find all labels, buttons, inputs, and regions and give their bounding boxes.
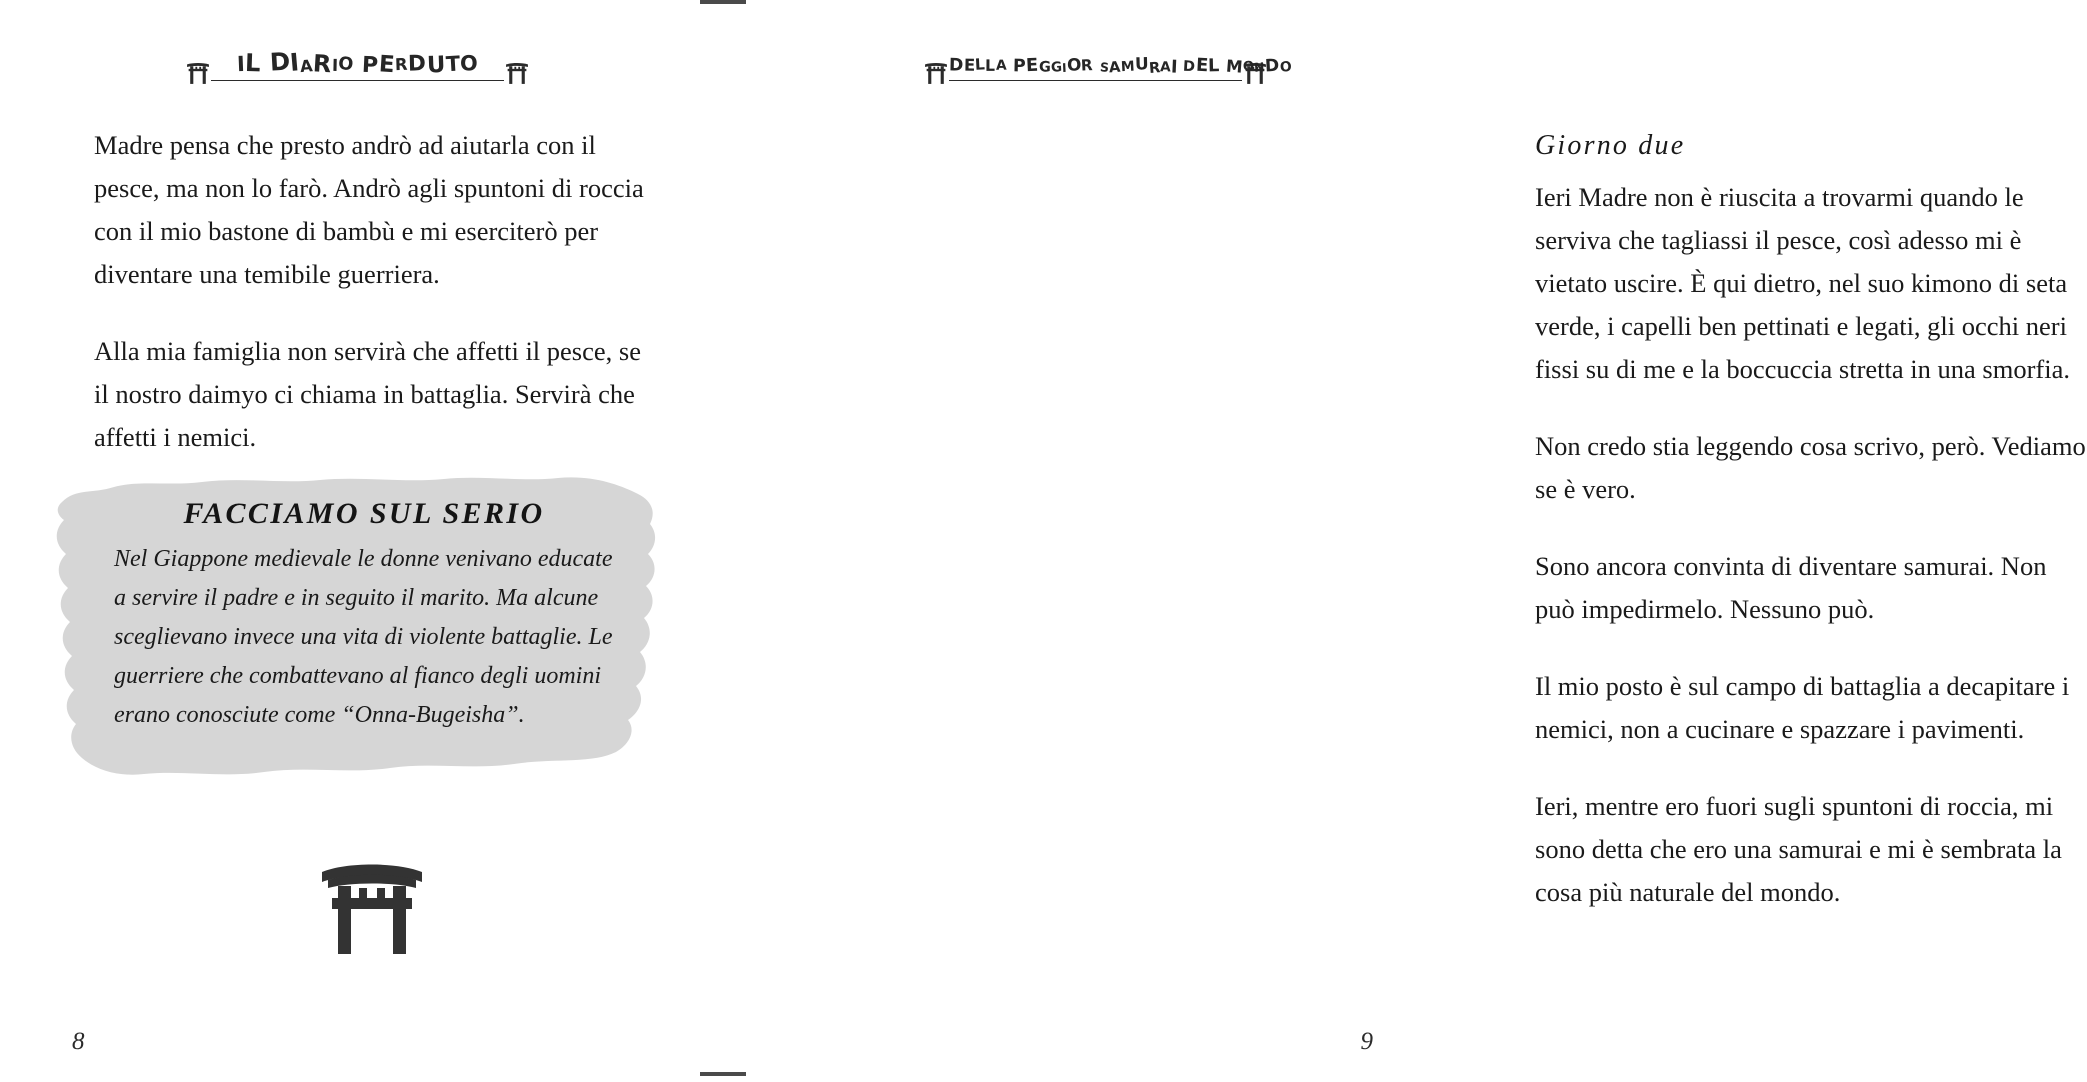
header-letter: I	[289, 47, 302, 77]
header-letter: D	[1182, 58, 1196, 76]
facciamo-sul-serio-callout	[52, 472, 672, 782]
running-header-right-title	[948, 53, 1293, 78]
right-page	[723, 0, 2086, 1082]
left-page	[0, 0, 722, 1082]
header-letter: E	[963, 55, 976, 76]
header-letter: M	[1120, 58, 1136, 76]
callout-title: FACCIAMO SUL SERIO	[183, 497, 545, 530]
paragraph: Il mio posto è sul campo di battaglia a decapitare i nemici, non a cucinare e spazzare i pavimenti.	[1535, 671, 2070, 744]
header-letter: T	[444, 51, 461, 77]
header-letter: G	[1038, 59, 1051, 76]
header-letter: O	[337, 54, 355, 76]
left-page-body	[94, 124, 654, 493]
paragraph: Sono ancora convinta di diventare samurai. Non può impedirmelo. Nessuno può.	[1535, 551, 2047, 624]
header-letter: I	[1170, 57, 1179, 78]
page-number-left: 8	[72, 1028, 85, 1055]
header-letter: P	[361, 52, 380, 79]
header-letter: U	[426, 51, 446, 79]
header-letter: S	[1099, 60, 1110, 76]
page-number-right: 9	[1360, 1028, 1373, 1055]
header-rule	[211, 80, 504, 81]
header-letter: L	[1207, 56, 1220, 77]
header-letter: O	[459, 51, 479, 76]
paragraph: Madre pensa che presto andrò ad aiutarla con il pesce, ma non lo farò. Andrò agli spuntoni di roccia con il mio bastone di bambù e mi eserciterò per diventare una temibile guerriera.	[94, 130, 644, 289]
header-letter: L	[974, 55, 986, 75]
header-letter: O	[1279, 59, 1293, 76]
header-letter: D	[268, 46, 292, 77]
running-header-left	[185, 40, 530, 86]
header-letter: A	[1108, 58, 1122, 77]
day-heading: Giorno due	[1535, 130, 1686, 161]
header-letter: U	[1134, 53, 1149, 74]
torii-gate-icon	[316, 858, 428, 958]
running-header-right-center	[948, 53, 1293, 86]
right-page-body	[1535, 124, 2087, 948]
paragraph: Ieri Madre non è riuscita a trovarmi quando le serviva che tagliassi il pesce, così adesso mi è vietato uscire. È qui dietro, nel suo kimono di seta verde, i capelli ben pettinati e legati, gli occhi neri fissi su di me e la boccuccia stretta in una smorfia.	[1535, 182, 2070, 384]
header-letter: L	[985, 56, 996, 76]
header-letter: R	[312, 49, 333, 79]
header-letter: I	[236, 50, 246, 77]
header-letter: E	[378, 51, 396, 79]
header-letter: A	[299, 56, 314, 77]
header-letter: I	[331, 55, 339, 76]
header-letter: D	[1264, 56, 1281, 77]
running-header-left-center	[211, 46, 504, 86]
header-letter: L	[244, 47, 262, 78]
header-letter: I	[1061, 61, 1068, 76]
header-letter: D	[407, 51, 427, 77]
header-letter: M	[1225, 56, 1244, 78]
header-letter: G	[1050, 60, 1063, 76]
paragraph: Alla mia famiglia non servirà che affetti il pesce, se il nostro daimyo ci chiama in battaglia. Servirà che affetti i nemici.	[94, 336, 641, 452]
torii-gate-icon	[185, 60, 211, 86]
header-rule	[949, 80, 1242, 81]
header-letter: E	[1025, 54, 1039, 77]
header-letter: P	[1012, 56, 1027, 77]
running-header-right	[923, 40, 1293, 86]
header-letter: A	[995, 57, 1007, 74]
running-header-left-title	[211, 46, 504, 79]
callout-body: Nel Giappone medievale le donne venivano educate a servire il padre e in seguito il marito. Ma alcune sceglievano invece una vita di violente battaglie. Le guerriere che combattevano al fianco degli uomini erano conosciute come “Onna-Bugeisha”.	[114, 546, 613, 728]
paragraph: Ieri, mentre ero fuori sugli spuntoni di roccia, mi sono detta che ero una samurai e mi è sembrata la cosa più naturale del mondo.	[1535, 791, 2062, 907]
header-letter: A	[1160, 59, 1172, 76]
header-letter: E	[1194, 54, 1209, 77]
torii-gate-icon	[504, 60, 530, 86]
callout-content	[114, 494, 614, 735]
header-letter: R	[1148, 59, 1162, 78]
header-letter: O	[1066, 54, 1082, 75]
header-letter: O	[1242, 59, 1255, 75]
header-letter: R	[1080, 56, 1094, 75]
header-letter: D	[948, 55, 964, 76]
paragraph: Non credo stia leggendo cosa scrivo, però. Vediamo se è vero.	[1535, 431, 2086, 504]
torii-gate-icon	[923, 60, 949, 86]
header-letter: N	[1254, 60, 1266, 76]
header-letter: R	[394, 54, 409, 75]
